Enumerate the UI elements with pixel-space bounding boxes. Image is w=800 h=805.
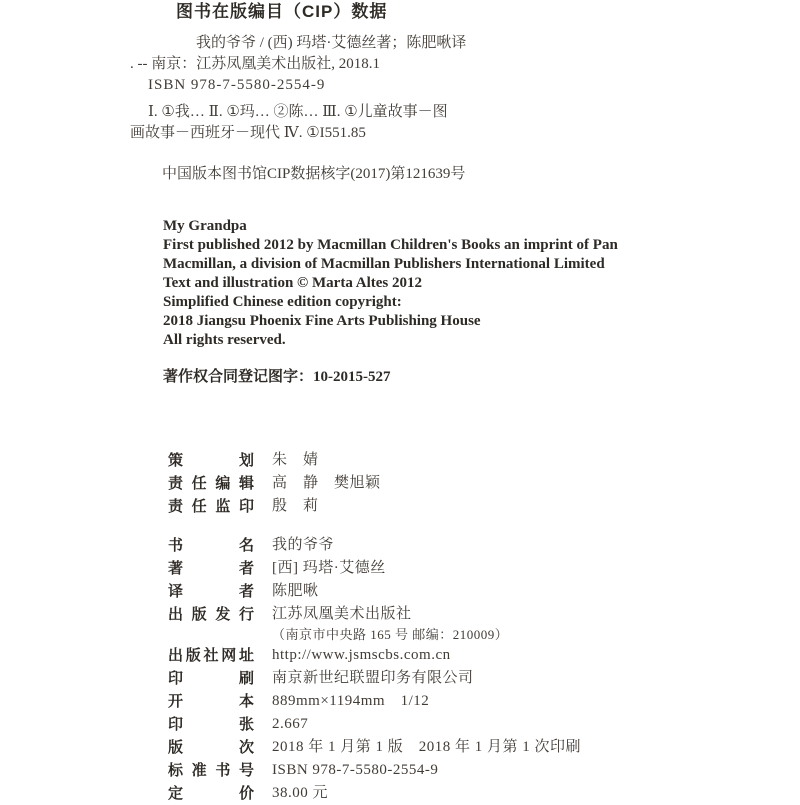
info-value: 江苏凤凰美术出版社 xyxy=(272,606,412,622)
credit-row xyxy=(168,495,760,518)
info-label: 著者 xyxy=(168,560,254,577)
info-value: 2.667 xyxy=(272,716,309,732)
cip-record-line: . -- 南京：江苏凤凰美术出版社, 2018.1 xyxy=(130,56,380,72)
copyright-registration-number: 著作权合同登记图字：10-2015-527 xyxy=(163,369,391,385)
info-row-edition xyxy=(168,736,760,759)
english-copyright-block xyxy=(163,217,760,350)
info-row-printer xyxy=(168,667,760,690)
credits-block xyxy=(130,449,760,518)
copyright-line: Simplified Chinese edition copyright: xyxy=(163,294,402,310)
book-info-block xyxy=(130,534,760,805)
info-label: 开本 xyxy=(168,693,254,710)
credit-row xyxy=(168,472,760,495)
credit-value: 朱 婧 xyxy=(272,452,319,468)
info-value: 38.00 元 xyxy=(272,785,329,801)
publisher-website-url: http://www.jsmscbs.com.cn xyxy=(272,647,451,663)
info-row-author xyxy=(168,557,760,580)
info-row-price xyxy=(168,782,760,805)
cip-record-number: 中国版本图书馆CIP数据核字(2017)第121639号 xyxy=(162,166,466,182)
info-label: 定价 xyxy=(168,785,254,802)
credit-value: 高 静 樊旭颖 xyxy=(272,475,381,491)
credit-value: 殷 莉 xyxy=(272,498,319,514)
info-value: 889mm×1194mm 1/12 xyxy=(272,693,430,709)
cip-heading: 图书在版编目（CIP）数据 xyxy=(176,2,388,21)
copyright-line: Text and illustration © Marta Altes 2012 xyxy=(163,275,422,291)
info-value: 我的爷爷 xyxy=(272,537,335,553)
info-value: 陈肥啾 xyxy=(272,583,319,599)
info-value: 2018 年 1 月第 1 版 2018 年 1 月第 1 次印刷 xyxy=(272,739,582,755)
info-value: [西] 玛塔·艾德丝 xyxy=(272,560,386,576)
classification-line: Ⅰ. ①我… Ⅱ. ①玛… ②陈… Ⅲ. ①儿童故事－图 xyxy=(148,104,448,120)
copyright-line: First published 2012 by Macmillan Children's Books an imprint of Pan xyxy=(163,237,618,253)
info-row-isbn xyxy=(168,759,760,782)
info-row-sheets xyxy=(168,713,760,736)
info-value: ISBN 978-7-5580-2554-9 xyxy=(272,762,439,778)
copyright-line: All rights reserved. xyxy=(163,332,286,348)
info-row-format xyxy=(168,690,760,713)
info-value: 南京新世纪联盟印务有限公司 xyxy=(272,670,474,686)
info-label: 书名 xyxy=(168,537,254,554)
info-row-title xyxy=(168,534,760,557)
copyright-line: My Grandpa xyxy=(163,218,247,234)
credit-label: 策划 xyxy=(168,452,254,469)
info-label: 版次 xyxy=(168,739,254,756)
publisher-address-note: （南京市中央路 165 号 邮编：210009） xyxy=(272,627,509,642)
classification-line: 画故事－西班牙－现代 Ⅳ. ①I551.85 xyxy=(130,125,366,141)
credit-label: 责任监印 xyxy=(168,498,254,515)
info-label: 出版社网址 xyxy=(168,647,254,664)
cip-isbn-line: ISBN 978-7-5580-2554-9 xyxy=(148,77,326,93)
cip-record-line: 我的爷爷 / (西) 玛塔·艾德丝著；陈肥啾译 xyxy=(196,35,467,51)
info-label: 印张 xyxy=(168,716,254,733)
info-label: 印刷 xyxy=(168,670,254,687)
info-label: 标准书号 xyxy=(168,762,254,779)
copyright-line: 2018 Jiangsu Phoenix Fine Arts Publishing House xyxy=(163,313,481,329)
info-label: 译者 xyxy=(168,583,254,600)
cip-record-block xyxy=(130,33,760,96)
cip-classification-block xyxy=(130,102,760,144)
copyright-line: Macmillan, a division of Macmillan Publishers International Limited xyxy=(163,256,605,272)
credit-label: 责任编辑 xyxy=(168,475,254,492)
info-row-website xyxy=(168,644,760,667)
info-label: 出版发行 xyxy=(168,606,254,623)
credit-row xyxy=(168,449,760,472)
info-row-publisher xyxy=(168,603,760,626)
info-row-translator xyxy=(168,580,760,603)
